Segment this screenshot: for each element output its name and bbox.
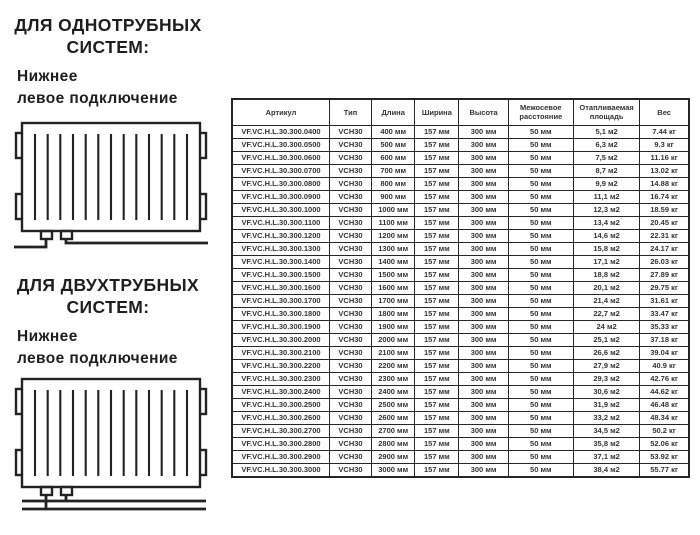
table-cell: 300 мм <box>459 216 508 229</box>
table-cell: 50 мм <box>508 151 573 164</box>
section-single-pipe-connection <box>17 66 217 109</box>
table-cell: 50 мм <box>508 229 573 242</box>
column-header-artikul: Артикул <box>232 99 329 125</box>
table-cell: 300 мм <box>459 450 508 463</box>
table-cell: VCH30 <box>329 125 371 138</box>
table-cell: 300 мм <box>459 463 508 477</box>
table-row <box>232 216 689 229</box>
table-cell: 300 мм <box>459 372 508 385</box>
table-cell: VF.VC.H.L.30.300.1300 <box>232 242 329 255</box>
table-cell: VCH30 <box>329 164 371 177</box>
table-cell: 26,6 м2 <box>573 346 639 359</box>
connector-stub <box>41 231 52 239</box>
table-cell: VCH30 <box>329 359 371 372</box>
table-cell: 11,1 м2 <box>573 190 639 203</box>
heading-line: СИСТЕМ: <box>66 37 150 57</box>
table-cell: 2500 мм <box>372 398 415 411</box>
table-cell: 18,8 м2 <box>573 268 639 281</box>
table-row <box>232 138 689 151</box>
table-row <box>232 320 689 333</box>
table-row <box>232 164 689 177</box>
table-cell: VCH30 <box>329 203 371 216</box>
table-cell: 50 мм <box>508 138 573 151</box>
table-cell: 1100 мм <box>372 216 415 229</box>
table-cell: VCH30 <box>329 216 371 229</box>
table-cell: 38,4 м2 <box>573 463 639 477</box>
table-cell: VCH30 <box>329 242 371 255</box>
table-cell: 157 мм <box>415 125 459 138</box>
table-row <box>232 294 689 307</box>
table-cell: 50 мм <box>508 203 573 216</box>
table-cell: 35,8 м2 <box>573 437 639 450</box>
table-cell: 157 мм <box>415 320 459 333</box>
table-cell: 50 мм <box>508 346 573 359</box>
table-cell: 50 мм <box>508 385 573 398</box>
table-cell: VF.VC.H.L.30.300.1200 <box>232 229 329 242</box>
table-cell: 50 мм <box>508 450 573 463</box>
table-cell: 300 мм <box>459 281 508 294</box>
column-header-dlina: Длина <box>372 99 415 125</box>
table-cell: VCH30 <box>329 424 371 437</box>
table-cell: 2600 мм <box>372 411 415 424</box>
table-cell: 11.16 кг <box>640 151 689 164</box>
table-cell: VF.VC.H.L.30.300.1600 <box>232 281 329 294</box>
table-cell: VF.VC.H.L.30.300.2300 <box>232 372 329 385</box>
table-cell: VF.VC.H.L.30.300.0900 <box>232 190 329 203</box>
table-cell: 1500 мм <box>372 268 415 281</box>
table-cell: 700 мм <box>372 164 415 177</box>
table-cell: 9,9 м2 <box>573 177 639 190</box>
table-row <box>232 151 689 164</box>
heading-line: ДЛЯ ДВУХТРУБНЫХ <box>16 275 200 295</box>
table-cell: 157 мм <box>415 463 459 477</box>
table-cell: 33,2 м2 <box>573 411 639 424</box>
table-cell: VF.VC.H.L.30.300.2400 <box>232 385 329 398</box>
table-cell: VF.VC.H.L.30.300.0400 <box>232 125 329 138</box>
table-cell: 8,7 м2 <box>573 164 639 177</box>
table-cell: 50 мм <box>508 255 573 268</box>
table-cell: VCH30 <box>329 268 371 281</box>
table-cell: 157 мм <box>415 450 459 463</box>
table-cell: 300 мм <box>459 190 508 203</box>
table-row <box>232 229 689 242</box>
table-cell: VCH30 <box>329 151 371 164</box>
table-cell: 50 мм <box>508 463 573 477</box>
table-cell: VCH30 <box>329 411 371 424</box>
table-cell: VF.VC.H.L.30.300.2000 <box>232 333 329 346</box>
table-row <box>232 424 689 437</box>
table-cell: VCH30 <box>329 437 371 450</box>
table-cell: 300 мм <box>459 398 508 411</box>
table-cell: VCH30 <box>329 229 371 242</box>
section-single-pipe-heading <box>6 14 210 58</box>
table-cell: 17,1 м2 <box>573 255 639 268</box>
table-cell: 14.88 кг <box>640 177 689 190</box>
table-cell: 2200 мм <box>372 359 415 372</box>
table-cell: VF.VC.H.L.30.300.0700 <box>232 164 329 177</box>
table-cell: 157 мм <box>415 359 459 372</box>
table-cell: 50 мм <box>508 398 573 411</box>
table-cell: 50 мм <box>508 268 573 281</box>
table-cell: 33.47 кг <box>640 307 689 320</box>
table-row <box>232 359 689 372</box>
table-cell: 800 мм <box>372 177 415 190</box>
table-cell: VCH30 <box>329 307 371 320</box>
table-cell: 16.74 кг <box>640 190 689 203</box>
table-cell: 157 мм <box>415 177 459 190</box>
table-cell: 157 мм <box>415 190 459 203</box>
table-cell: VCH30 <box>329 385 371 398</box>
table-cell: 300 мм <box>459 242 508 255</box>
table-cell: VF.VC.H.L.30.300.2600 <box>232 411 329 424</box>
table-cell: 37.18 кг <box>640 333 689 346</box>
table-cell: 300 мм <box>459 437 508 450</box>
table-row <box>232 203 689 216</box>
table-cell: VF.VC.H.L.30.300.0500 <box>232 138 329 151</box>
table-cell: 600 мм <box>372 151 415 164</box>
table-cell: 300 мм <box>459 203 508 216</box>
table-cell: 27,9 м2 <box>573 359 639 372</box>
table-cell: 157 мм <box>415 307 459 320</box>
table-cell: 157 мм <box>415 281 459 294</box>
table-cell: VCH30 <box>329 450 371 463</box>
table-cell: 42.76 кг <box>640 372 689 385</box>
table-cell: 6,3 м2 <box>573 138 639 151</box>
table-row <box>232 125 689 138</box>
column-header-tip: Тип <box>329 99 371 125</box>
table-cell: 22.31 кг <box>640 229 689 242</box>
table-cell: 24.17 кг <box>640 242 689 255</box>
table-cell: 9.3 кг <box>640 138 689 151</box>
table-cell: 50 мм <box>508 177 573 190</box>
table-cell: 2800 мм <box>372 437 415 450</box>
table-cell: 53.92 кг <box>640 450 689 463</box>
table-cell: 20.45 кг <box>640 216 689 229</box>
table-cell: 1900 мм <box>372 320 415 333</box>
table-cell: 18.59 кг <box>640 203 689 216</box>
table-cell: 2900 мм <box>372 450 415 463</box>
table-cell: VCH30 <box>329 346 371 359</box>
table-cell: 157 мм <box>415 437 459 450</box>
table-cell: 300 мм <box>459 125 508 138</box>
table-cell: VF.VC.H.L.30.300.3000 <box>232 463 329 477</box>
table-row <box>232 437 689 450</box>
table-cell: 25,1 м2 <box>573 333 639 346</box>
table-cell: 13,4 м2 <box>573 216 639 229</box>
table-cell: 22,7 м2 <box>573 307 639 320</box>
table-cell: 50 мм <box>508 333 573 346</box>
table-cell: 14,6 м2 <box>573 229 639 242</box>
table-cell: 157 мм <box>415 372 459 385</box>
table-cell: 13.02 кг <box>640 164 689 177</box>
table-cell: 300 мм <box>459 307 508 320</box>
table-cell: 40.9 кг <box>640 359 689 372</box>
section-two-pipe-connection <box>17 326 217 369</box>
table-row <box>232 450 689 463</box>
table-cell: 1600 мм <box>372 281 415 294</box>
table-cell: 27.89 кг <box>640 268 689 281</box>
table-cell: 35.33 кг <box>640 320 689 333</box>
spec-table <box>231 98 690 478</box>
table-cell: 300 мм <box>459 411 508 424</box>
table-cell: 31,9 м2 <box>573 398 639 411</box>
table-cell: VF.VC.H.L.30.300.1000 <box>232 203 329 216</box>
table-cell: 157 мм <box>415 411 459 424</box>
connection-line: Нижнее <box>17 328 78 345</box>
radiator-two-pipe-diagram <box>14 376 212 516</box>
table-cell: 157 мм <box>415 216 459 229</box>
table-cell: 50 мм <box>508 359 573 372</box>
table-cell: 46.48 кг <box>640 398 689 411</box>
table-cell: 300 мм <box>459 138 508 151</box>
table-cell: 20,1 м2 <box>573 281 639 294</box>
column-header-ves: Вес <box>640 99 689 125</box>
table-cell: 7.44 кг <box>640 125 689 138</box>
table-cell: 2000 мм <box>372 333 415 346</box>
table-cell: 55.77 кг <box>640 463 689 477</box>
table-cell: 1400 мм <box>372 255 415 268</box>
table-cell: 50 мм <box>508 294 573 307</box>
table-cell: 1700 мм <box>372 294 415 307</box>
table-cell: VF.VC.H.L.30.300.2800 <box>232 437 329 450</box>
table-row <box>232 385 689 398</box>
table-cell: 21,4 м2 <box>573 294 639 307</box>
table-cell: 50 мм <box>508 372 573 385</box>
table-cell: 300 мм <box>459 333 508 346</box>
table-cell: VF.VC.H.L.30.300.2200 <box>232 359 329 372</box>
table-cell: VF.VC.H.L.30.300.2100 <box>232 346 329 359</box>
table-cell: 50 мм <box>508 190 573 203</box>
table-cell: 157 мм <box>415 385 459 398</box>
column-header-vysota: Высота <box>459 99 508 125</box>
table-row <box>232 307 689 320</box>
spec-table-body <box>232 125 689 477</box>
table-cell: 157 мм <box>415 242 459 255</box>
table-row <box>232 190 689 203</box>
table-cell: 157 мм <box>415 333 459 346</box>
table-row <box>232 346 689 359</box>
table-cell: 50 мм <box>508 216 573 229</box>
table-cell: 300 мм <box>459 229 508 242</box>
connection-line: левое подключение <box>17 89 178 107</box>
table-cell: VCH30 <box>329 398 371 411</box>
table-cell: 15,8 м2 <box>573 242 639 255</box>
heading-line: СИСТЕМ: <box>66 297 150 317</box>
table-cell: 157 мм <box>415 398 459 411</box>
table-cell: 12,3 м2 <box>573 203 639 216</box>
table-cell: VCH30 <box>329 138 371 151</box>
table-cell: 37,1 м2 <box>573 450 639 463</box>
table-cell: 157 мм <box>415 164 459 177</box>
table-cell: VF.VC.H.L.30.300.1400 <box>232 255 329 268</box>
table-row <box>232 398 689 411</box>
table-cell: VCH30 <box>329 333 371 346</box>
table-cell: VF.VC.H.L.30.300.2900 <box>232 450 329 463</box>
table-cell: 7,5 м2 <box>573 151 639 164</box>
table-cell: 50 мм <box>508 320 573 333</box>
table-cell: 300 мм <box>459 151 508 164</box>
table-cell: 500 мм <box>372 138 415 151</box>
connector-stub <box>61 231 72 239</box>
column-header-shirina: Ширина <box>415 99 459 125</box>
table-cell: 1000 мм <box>372 203 415 216</box>
table-cell: VCH30 <box>329 320 371 333</box>
table-cell: 157 мм <box>415 346 459 359</box>
table-row <box>232 177 689 190</box>
table-cell: 29,3 м2 <box>573 372 639 385</box>
table-cell: 31.61 кг <box>640 294 689 307</box>
table-cell: 300 мм <box>459 359 508 372</box>
table-cell: 48.34 кг <box>640 411 689 424</box>
table-cell: 50 мм <box>508 437 573 450</box>
table-cell: 157 мм <box>415 268 459 281</box>
table-cell: VCH30 <box>329 255 371 268</box>
table-cell: 1800 мм <box>372 307 415 320</box>
table-cell: 157 мм <box>415 424 459 437</box>
table-cell: 30,6 м2 <box>573 385 639 398</box>
table-cell: 400 мм <box>372 125 415 138</box>
table-cell: 300 мм <box>459 164 508 177</box>
table-cell: VF.VC.H.L.30.300.1500 <box>232 268 329 281</box>
table-cell: 1200 мм <box>372 229 415 242</box>
table-cell: 50 мм <box>508 242 573 255</box>
table-cell: VF.VC.H.L.30.300.2700 <box>232 424 329 437</box>
header-row <box>232 99 689 125</box>
table-cell: 50 мм <box>508 281 573 294</box>
column-header-ploshchad: Отапливаемая площадь <box>573 99 639 125</box>
table-cell: 300 мм <box>459 424 508 437</box>
table-cell: 900 мм <box>372 190 415 203</box>
table-cell: VF.VC.H.L.30.300.1800 <box>232 307 329 320</box>
table-row <box>232 463 689 477</box>
table-row <box>232 281 689 294</box>
table-cell: VF.VC.H.L.30.300.1100 <box>232 216 329 229</box>
table-cell: 2300 мм <box>372 372 415 385</box>
column-header-mezhosevoe: Межосевое расстояние <box>508 99 573 125</box>
table-cell: 300 мм <box>459 255 508 268</box>
table-cell: 300 мм <box>459 385 508 398</box>
section-two-pipe-heading <box>6 274 210 318</box>
table-cell: 300 мм <box>459 294 508 307</box>
table-row <box>232 255 689 268</box>
connector-stub <box>41 487 52 495</box>
connection-line: Нижнее <box>17 68 78 85</box>
table-cell: 300 мм <box>459 177 508 190</box>
table-cell: 300 мм <box>459 346 508 359</box>
table-cell: 50 мм <box>508 307 573 320</box>
connection-line: левое подключение <box>17 349 178 367</box>
table-cell: 157 мм <box>415 203 459 216</box>
table-cell: VF.VC.H.L.30.300.1900 <box>232 320 329 333</box>
table-row <box>232 411 689 424</box>
table-cell: 29.75 кг <box>640 281 689 294</box>
heading-line: ДЛЯ ОДНОТРУБНЫХ <box>14 15 202 35</box>
table-cell: 2400 мм <box>372 385 415 398</box>
table-cell: VCH30 <box>329 281 371 294</box>
table-cell: 1300 мм <box>372 242 415 255</box>
two-pipe-lines <box>22 495 206 509</box>
table-cell: 157 мм <box>415 255 459 268</box>
connector-stub <box>61 487 72 495</box>
table-cell: VCH30 <box>329 463 371 477</box>
table-cell: 50 мм <box>508 424 573 437</box>
table-cell: VCH30 <box>329 190 371 203</box>
table-cell: 52.06 кг <box>640 437 689 450</box>
table-cell: VF.VC.H.L.30.300.2500 <box>232 398 329 411</box>
table-cell: VF.VC.H.L.30.300.0600 <box>232 151 329 164</box>
table-cell: 300 мм <box>459 268 508 281</box>
table-cell: 39.04 кг <box>640 346 689 359</box>
table-cell: 24 м2 <box>573 320 639 333</box>
table-cell: VF.VC.H.L.30.300.0800 <box>232 177 329 190</box>
table-cell: 50 мм <box>508 411 573 424</box>
table-cell: 50 мм <box>508 164 573 177</box>
table-cell: 50.2 кг <box>640 424 689 437</box>
table-cell: 44.62 кг <box>640 385 689 398</box>
table-cell: 26.03 кг <box>640 255 689 268</box>
spec-table-header <box>232 99 689 125</box>
table-cell: 157 мм <box>415 151 459 164</box>
radiator-single-pipe-diagram <box>14 120 212 250</box>
table-cell: 2100 мм <box>372 346 415 359</box>
table-cell: 5,1 м2 <box>573 125 639 138</box>
table-row <box>232 242 689 255</box>
table-cell: 3000 мм <box>372 463 415 477</box>
table-cell: 2700 мм <box>372 424 415 437</box>
table-cell: VF.VC.H.L.30.300.1700 <box>232 294 329 307</box>
table-cell: 34,5 м2 <box>573 424 639 437</box>
table-row <box>232 333 689 346</box>
table-row <box>232 268 689 281</box>
table-cell: 157 мм <box>415 229 459 242</box>
table-cell: 157 мм <box>415 294 459 307</box>
table-cell: 300 мм <box>459 320 508 333</box>
table-row <box>232 372 689 385</box>
table-cell: VCH30 <box>329 294 371 307</box>
table-cell: 157 мм <box>415 138 459 151</box>
table-cell: 50 мм <box>508 125 573 138</box>
table-cell: VCH30 <box>329 372 371 385</box>
table-cell: VCH30 <box>329 177 371 190</box>
